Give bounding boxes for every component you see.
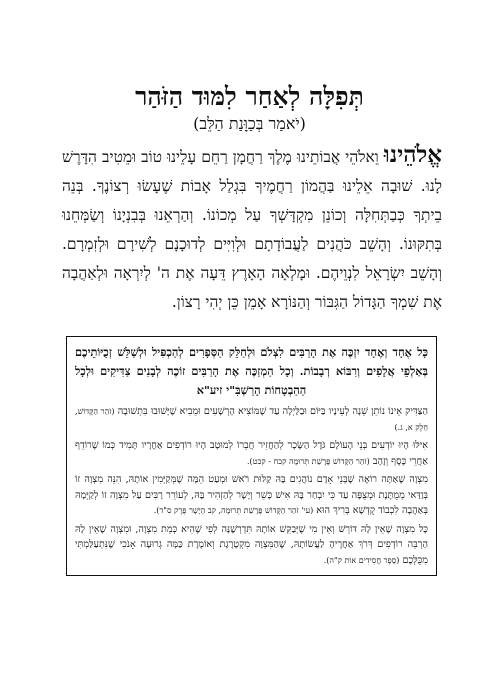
info-box xyxy=(66,336,437,576)
page-title: תְּפִלָּה לְאַחַר לִמּוּד הַזֹּהַר xyxy=(135,82,364,111)
paragraph-text: אִילּוּ הָיוּ יוֹדְעִים בְּנֵי הָעוֹלָם גֹּדֶל הַשָּׂכָר לְהַחֲזִיר חֲבֵרוֹ לְמוּטָב הָיוּ רוֹדְפִים אַחֲרָיו תָּמִיד כְּמוֹ שֶׁרוֹדֵף אַחֲרֵי כֶּסֶף וְזָהָב xyxy=(75,440,428,467)
prayer-body: וֵאלֹהֵי אֲבוֹתֵינוּ מֶלֶךְ רַחֲמָן רַחֵם עָלֵינוּ טוֹב וּמֵטִיב הִדָּרֶשׁ לָנוּ. שׁוּבָה אֵלֵינוּ בַּהֲמוֹן רַחֲמֶיךָ בִּגְלַל אָבוֹת שֶׁעָשׂוּ רְצוֹנֶךָ. בְּנֵה בֵיתְךָ כְּבַתְּחִלָּה וְכוֹנֵן מִקְדָּשְׁךָ עַל מְכוֹנוֹ. וְהַרְאֵנוּ בְּבִנְיָנוֹ וְשַׂמְּחֵנוּ בְּתִקּוּנוֹ. וְהָשֵׁב כֹּהֲנִים לַעֲבוֹדָתָם וּלְוִיִּים לְדוּכָנָם לְשִׁירָם וּלְזִמְרָם. וְהָשֵׁב יִשְׂרָאֵל לִנְוֵיהֶם. וּמָלְאָה הָאָרֶץ דֵּעָה אֶת ה' לְיִרְאָה וּלְאַהֲבָה אֶת שִׁמְךָ הַגָּדוֹל הַגִּבּוֹר וְהַנּוֹרָא אָמֵן כֵּן יְהִי רָצוֹן. xyxy=(62,148,442,311)
prayer-text xyxy=(62,140,442,317)
paragraph-source: (זֹהַר הַקָּדוֹשׁ פָּרָשַׁת תְּרוּמָה קכח - קכט). xyxy=(247,456,370,466)
info-box-headline: כָּל אֶחָד וְאֶחָד יִזְכֶּה אֶת הָרַבִּים לִצְלֹם וּלְחַלֵּק הַסְּפָרִים לְהַכְפִּיל וּלְשַׁלֵּשׁ זְכֻיּוֹתֵיכֶם בְּאַלְפֵי אֲלָפִים וְרִבּוֹא רְבָבוֹת. וְכָל הַמְזַכֶּה אֶת הָרַבִּים זוֹכֶה לְבָנִים צַדִּיקִים וּלְכָל הַהַבְטָחוֹת הָרַשְׁבִּ"י זיע"א xyxy=(75,345,428,397)
info-box-paragraph xyxy=(75,404,428,435)
paragraph-text: מִצְוָה שֶׁאַתָּה רוֹאֶה שֶׁבְּנֵי אָדָם נוֹהֲגִים בָּהּ קַלּוּת רֹאשׁ וּמְעַט הֵמָּה שֶׁמְּקַיְּמִין אוֹתָהּ, הִנֵּה מִצְוָה זוֹ בְּוַדַּאי מְמֻתֶּנֶת וּמְצֻפָּה עַד כִּי יִבְחַר בָּהּ אִישׁ כָּשֵׁר וְיָשָׁר לְהַזְהִיר בָּהּ, לְעוֹרֵר רַבִּים עַל מִצְוָה זוֹ לְקַיְּמָהּ בְּאַהֲבָה לִכְבוֹד קֻדְשָׁא בְּרִיךְ הוּא xyxy=(75,474,428,516)
paragraph-source: (זֹהַר הַקָּדוֹשׁ, חֵלֶק א, ג.) xyxy=(75,407,428,432)
paragraph-source: (סֵפֶר חֲסִידִים אוֹת ק"ה). xyxy=(323,555,400,565)
paragraph-text: הַצַּדִּיק אֵינוֹ נוֹתֵן שֵׁנָה לְעֵינָיו בַּיּוֹם וּבַלַּיְלָה עַד שֶׁמּוֹצִיא הָרְשָׁעִים וּמֵבִיא שֶׁיָּשׁוּבוּ בִּתְשׁוּבָה xyxy=(117,406,428,417)
info-box-paragraph xyxy=(75,472,428,519)
paragraph-source: (עי' זֹהַר הַקָּדוֹשׁ פָּרָשַׁת תְּרוּמָה, קב הַיָּשָׁר פֶּרֶק ס"ד). xyxy=(153,506,314,515)
paragraph-text: כָּל מִצְוָה שֶׁאֵין לָהּ דּוֹרֵשׁ וְאֵין מִי שֶׁיְּבַקֵּשׁ אוֹתָהּ תִּדְרְשֶׁנָּה לְפִי שֶׁהִיא כְּמֵת מִצְוָה, וּמִצְוָה שֶׁאֵין לָהּ הַרְבֵּה רוֹדְפִים דְּרֹךְ אַחֲרֶיהָ לַעֲשׂוֹתָהּ, שֶׁהַמִּצְוָה מִקְטָרֶגֶת וְאוֹמֶרֶת כַּמָּה גְרוּעָה אָנֹכִי שֶׁנִּתְעַלַּמְתִּי מִכֻּלְּכֶם xyxy=(75,523,428,566)
page-subtitle: (יֹאמַר בְּכַוָּנַת הַלֵּב) xyxy=(193,114,306,133)
prayer-first-word: אֱלֹהֵינוּ xyxy=(383,141,442,168)
info-box-paragraph xyxy=(75,522,428,569)
info-box-paragraph xyxy=(75,438,428,469)
